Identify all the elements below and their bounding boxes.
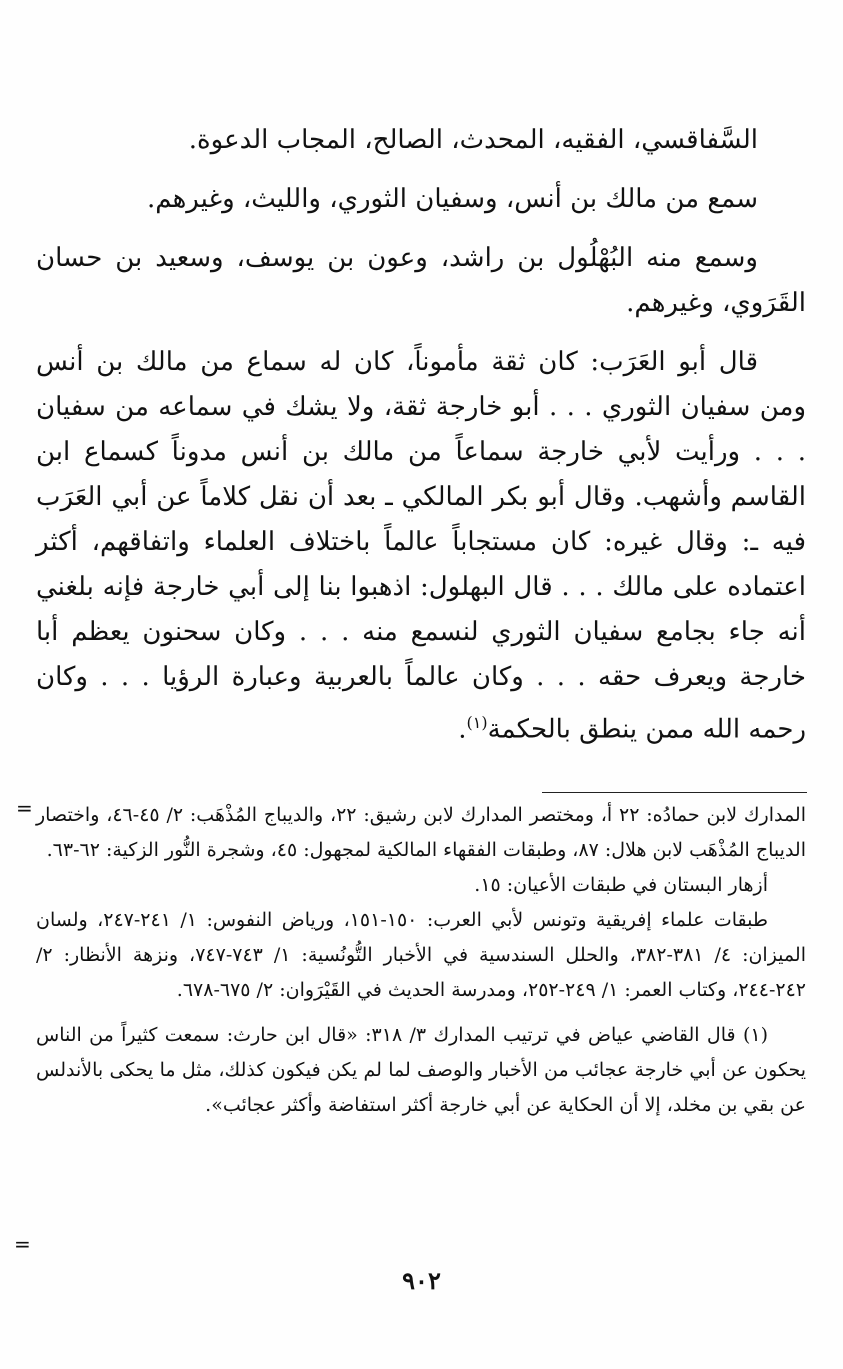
page-number: ٩٠٢ <box>402 1266 441 1295</box>
footnote-1: (١) قال القاضي عياض في ترتيب المدارك ٣/ ٣١٨: «قال ابن حارث: سمعت كثيراً من الناس يحكون عن أبي خارجة عجائب من الأخبار والوصف لما لم يكن فيكون كذلك، مثل ما يحكى بالأندلس عن بقي بن مخلد، إلا أن الحكاية عن أبي خارجة أكثر استفاضة وأكثر عجائب». <box>36 1024 806 1116</box>
continuation-mark-top: = <box>16 796 33 820</box>
footnote-separator <box>542 792 807 793</box>
paragraph-4 <box>36 340 806 753</box>
footnotes <box>36 798 806 1123</box>
paragraph-1: السَّفاقسي، الفقيه، المحدث، الصالح، المجاب الدعوة. <box>188 125 758 155</box>
paragraph-3: وسمع منه البُهْلُول بن راشد، وعون بن يوسف، وسعيد بن حسان القَرَوي، وغيرهم. <box>36 243 806 318</box>
footnote-continued: المدارك لابن حمادُه: ٢٢ أ، ومختصر المدارك لابن رشيق: ٢٢، والديباج المُذْهَب: ٢/ ٤٥-٤٦، واختصار الديباج المُذْهَب لابن هلال: ٨٧، وطبقات الفقهاء المالكية لمجهول: ٤٥، وشجرة النُّور الزكية: ٦٢-٦٣. <box>36 804 807 861</box>
paragraph-2: سمع من مالك بن أنس، وسفيان الثوري، والليث، وغيرهم. <box>147 184 758 214</box>
paragraph-4-end: . <box>458 714 467 745</box>
footnote-source-2: أزهار البستان في طبقات الأعيان: ١٥. <box>474 874 768 896</box>
paragraph-4-text: قال أبو العَرَب: كان ثقة مأموناً، كان له سماع من مالك بن أنس ومن سفيان الثوري . . . أبو خارجة ثقة، ولا يشك في سماعه من سفيان . . . ورأيت لأبي خارجة سماعاً من مالك بن أنس مدوناً كسماع ابن القاسم وأشهب. وقال أبو بكر المالكي ـ بعد أن نقل كلاماً عن أبي العَرَب فيه ـ: وقال غيره: كان مستجاباً عالماً باختلاف العلماء واتفاقهم، أكثر اعتماده على مالك . . . قال البهلول: اذهبوا بنا إلى أبي خارجة فإنه بلغني أنه جاء بجامع سفيان الثوري لنسمع منه . . . وكان سحنون يعظم أبا خارجة ويعرف حقه . . . وكان عالماً بالعربية وعبارة الرؤيا . . . وكان رحمه الله ممن ينطق بالحكمة <box>36 347 806 745</box>
main-text <box>36 118 806 753</box>
footnote-ref-1[interactable]: (١) <box>466 713 488 732</box>
footnote-source-3: طبقات علماء إفريقية وتونس لأبي العرب: ١٥٠-١٥١، ورياض النفوس: ١/ ٢٤١-٢٤٧، ولسان الميزان: ٤/ ٣٨١-٣٨٢، والحلل السندسية في الأخبار التُّونُسية: ١/ ٧٤٣-٧٤٧، ونزهة الأنظار: ٢/ ٢٤٢-٢٤٤، وكتاب العمر: ١/ ٢٤٩-٢٥٢، ومدرسة الحديث في القَيْرَوان: ٢/ ٦٧٥-٦٧٨. <box>36 909 806 1001</box>
continuation-mark-bottom: = <box>14 1232 31 1256</box>
